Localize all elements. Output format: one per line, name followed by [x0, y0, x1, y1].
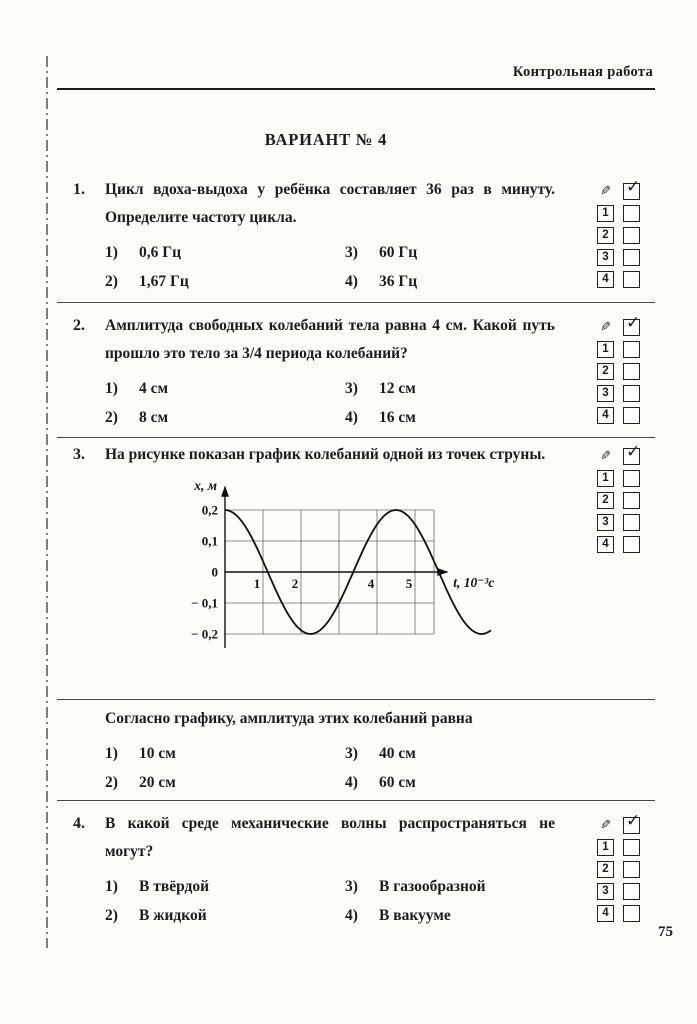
option: [105, 872, 345, 901]
answer-number-box: 1: [597, 341, 614, 358]
option-label: 2): [105, 409, 118, 426]
answer-number-box: 2: [597, 363, 614, 380]
option: [345, 739, 416, 768]
options-list: [105, 374, 555, 432]
question-number: 1.: [73, 181, 85, 198]
option-label: 3): [345, 244, 358, 261]
option-label: 4): [345, 907, 358, 924]
question-2: [57, 312, 655, 432]
option-text: 1,67 Гц: [139, 273, 189, 290]
answer-checkbox-1[interactable]: [623, 839, 640, 856]
option-label: 3): [345, 380, 358, 397]
svg-text:0,2: 0,2: [201, 502, 218, 518]
answer-number-box: 4: [597, 407, 614, 424]
option: [105, 267, 345, 296]
section-separator: [57, 699, 655, 700]
option: [105, 238, 345, 267]
svg-text:4: 4: [367, 576, 375, 591]
check-icon: ✓: [626, 441, 641, 462]
option-text: 60 см: [379, 774, 416, 791]
option-label: 2): [105, 907, 118, 924]
question-3-continued: [57, 705, 655, 797]
answer-number-box: 3: [597, 883, 614, 900]
answer-number-box: 1: [597, 205, 614, 222]
answer-panel-q2: [597, 312, 655, 428]
answer-checkbox-2[interactable]: [623, 492, 640, 509]
answer-panel-q3: [597, 441, 655, 557]
answer-number-box: 4: [597, 905, 614, 922]
option-label: 4): [345, 774, 358, 791]
option: [345, 901, 486, 930]
answer-checkbox-4[interactable]: [623, 905, 640, 922]
option-label: 1): [105, 244, 118, 261]
option-text: 16 см: [379, 409, 416, 426]
answer-number-box: 1: [597, 839, 614, 856]
option: [105, 901, 345, 930]
question-text-after-chart: Согласно графику, амплитуда этих колебаний равна: [105, 710, 473, 727]
answer-checkbox-3[interactable]: [623, 385, 640, 402]
svg-text:1: 1: [253, 576, 261, 591]
option-text: В вакууме: [379, 907, 451, 924]
option-label: 4): [345, 273, 358, 290]
answer-number-box: 2: [597, 861, 614, 878]
option-text: В газообразной: [379, 878, 486, 895]
question-separator: [57, 437, 655, 438]
check-icon: ✓: [626, 312, 641, 333]
pencil-icon: ✎: [600, 817, 611, 833]
oscillation-graph-svg: [175, 477, 555, 662]
question-number: 3.: [73, 446, 85, 463]
answer-checkbox-3[interactable]: [623, 249, 640, 266]
option: [105, 768, 345, 797]
svg-text:0: 0: [211, 564, 218, 580]
question-number: 2.: [73, 317, 85, 334]
answer-checkbox-3[interactable]: [623, 883, 640, 900]
marked-checkbox[interactable]: [623, 810, 641, 834]
option-text: 20 см: [139, 774, 176, 791]
answer-checkbox-3[interactable]: [623, 514, 640, 531]
option-label: 3): [345, 878, 358, 895]
option: [105, 403, 345, 432]
option: [345, 768, 416, 797]
question-number: 4.: [73, 815, 85, 832]
pencil-icon: ✎: [600, 183, 611, 199]
option-label: 2): [105, 273, 118, 290]
answer-number-box: 4: [597, 271, 614, 288]
pencil-icon: ✎: [600, 448, 611, 464]
options-list: [105, 872, 555, 930]
option-text: 60 Гц: [379, 244, 418, 261]
svg-text:− 0,2: − 0,2: [191, 626, 218, 642]
option-text: В жидкой: [139, 907, 207, 924]
question-1: [57, 176, 655, 296]
page-content: [57, 0, 655, 1024]
options-list: [105, 739, 555, 797]
svg-text:− 0,1: − 0,1: [191, 595, 218, 611]
option: [345, 374, 416, 403]
check-icon: ✓: [626, 176, 641, 197]
answer-number-box: 1: [597, 470, 614, 487]
marked-checkbox[interactable]: [623, 441, 641, 465]
answer-checkbox-4[interactable]: [623, 271, 640, 288]
check-icon: ✓: [626, 810, 641, 831]
svg-text:0,1: 0,1: [201, 533, 218, 549]
answer-checkbox-2[interactable]: [623, 363, 640, 380]
svg-text:5: 5: [405, 576, 413, 591]
question-separator: [57, 800, 655, 801]
answer-number-box: 2: [597, 492, 614, 509]
option-label: 2): [105, 774, 118, 791]
option-label: 3): [345, 745, 358, 762]
question-3: [57, 441, 655, 672]
option: [105, 374, 345, 403]
svg-text:x, м: x, м: [194, 478, 217, 493]
answer-number-box: 4: [597, 536, 614, 553]
question-text: На рисунке показан график колебаний одной из точек струны.: [105, 446, 546, 463]
svg-text:2: 2: [291, 576, 299, 591]
answer-checkbox-4[interactable]: [623, 407, 640, 424]
answer-checkbox-4[interactable]: [623, 536, 640, 553]
option: [345, 267, 417, 296]
question-4: [57, 810, 655, 930]
option-text: 4 см: [139, 380, 169, 397]
binding-dash-line: [45, 56, 49, 948]
answer-number-box: 3: [597, 385, 614, 402]
option-text: 12 см: [379, 380, 416, 397]
option-label: 1): [105, 380, 118, 397]
oscillation-graph: [175, 477, 555, 672]
variant-title: ВАРИАНТ № 4: [264, 130, 388, 149]
answer-checkbox-1[interactable]: [623, 470, 640, 487]
answer-checkbox-1[interactable]: [623, 205, 640, 222]
options-list: [105, 238, 555, 296]
answer-checkbox-2[interactable]: [623, 227, 640, 244]
answer-panel-q1: [597, 176, 655, 292]
question-text: Амплитуда свободных колебаний тела равна 4 см. Какой путь прошло это тело за 3/4 периода колебаний?: [105, 317, 555, 362]
page-number: 75: [658, 924, 673, 940]
answer-checkbox-1[interactable]: [623, 341, 640, 358]
option-label: 1): [105, 745, 118, 762]
option-text: 36 Гц: [379, 273, 418, 290]
option-label: 1): [105, 878, 118, 895]
option-text: 10 см: [139, 745, 176, 762]
option: [345, 238, 417, 267]
answer-number-box: 3: [597, 249, 614, 266]
option-text: 8 см: [139, 409, 169, 426]
marked-checkbox[interactable]: [623, 312, 641, 336]
option-label: 4): [345, 409, 358, 426]
answer-number-box: 3: [597, 514, 614, 531]
question-separator: [57, 302, 655, 303]
svg-text:t, 10⁻³с: t, 10⁻³с: [453, 575, 495, 590]
page-header: Контрольная работа: [512, 64, 653, 80]
answer-number-box: 2: [597, 227, 614, 244]
option-text: 0,6 Гц: [139, 244, 182, 261]
question-text: Цикл вдоха-выдоха у ребёнка составляет 36 раз в минуту. Определите частоту цикла.: [105, 181, 555, 226]
question-text: В какой среде механические волны распространяться не могут?: [105, 815, 555, 860]
option: [105, 739, 345, 768]
option: [345, 403, 416, 432]
header-rule: [57, 88, 655, 90]
option-text: 40 см: [379, 745, 416, 762]
pencil-icon: ✎: [600, 319, 611, 335]
option-text: В твёрдой: [139, 878, 210, 895]
marked-checkbox[interactable]: [623, 176, 641, 200]
option: [345, 872, 486, 901]
answer-panel-q4: [597, 810, 655, 926]
answer-checkbox-2[interactable]: [623, 861, 640, 878]
